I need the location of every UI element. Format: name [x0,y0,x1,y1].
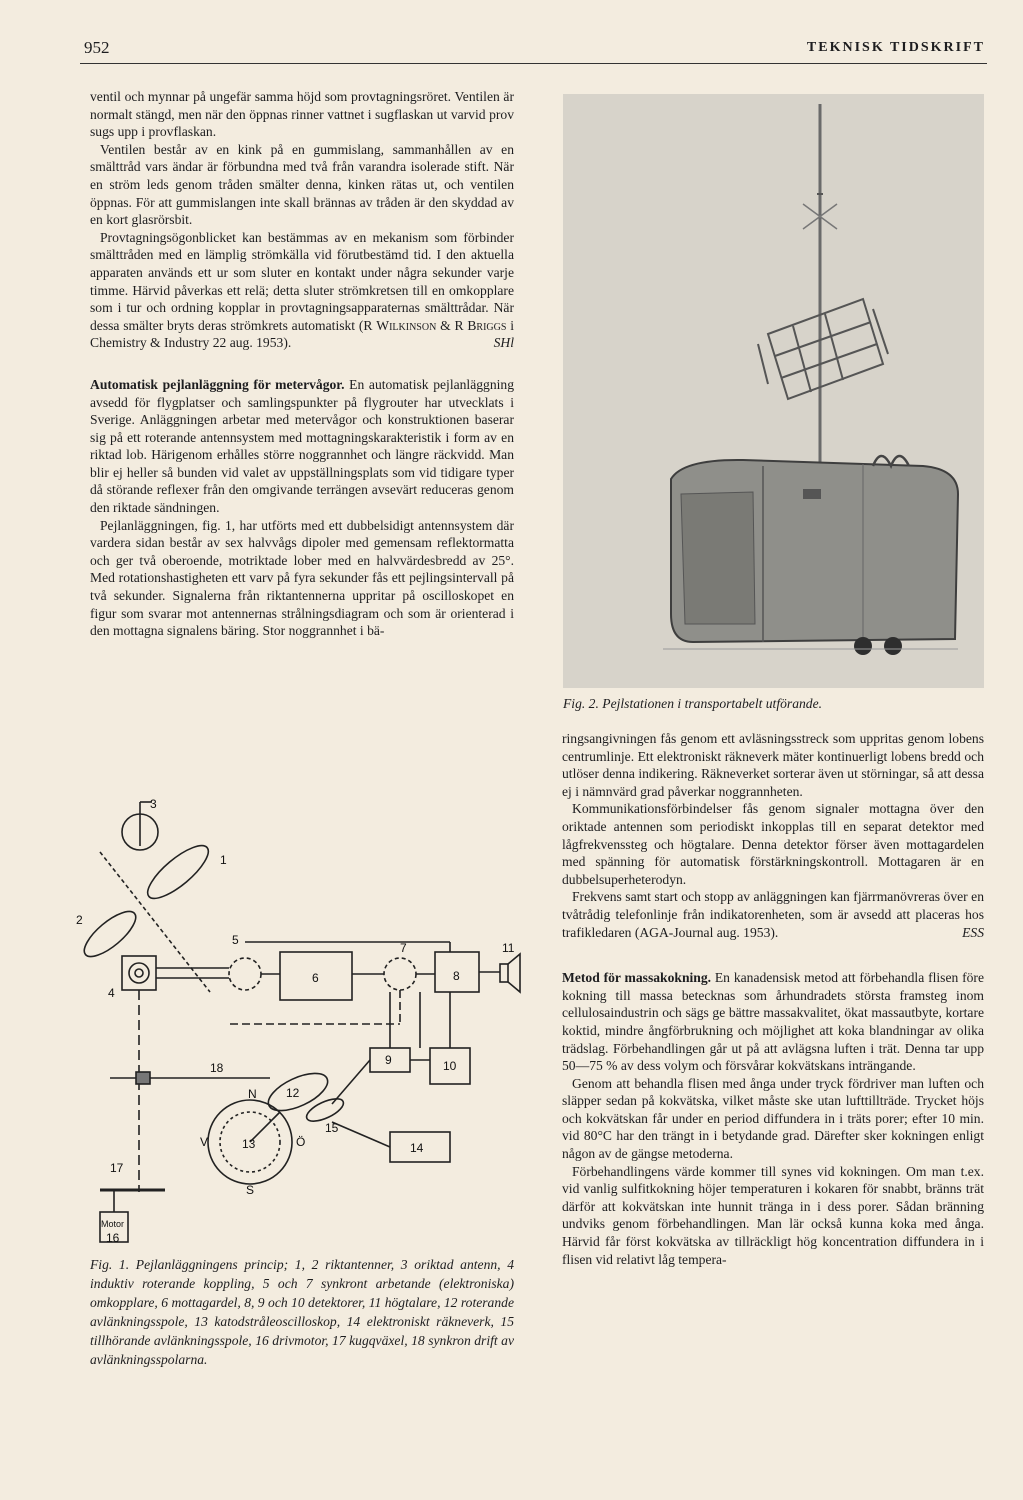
paragraph [562,969,984,1075]
label-14: 14 [410,1141,424,1155]
paragraph: Pejlanläggningen, fig. 1, har utförts med ett dubbelsidigt antennsystem där vardera sidan består av sex halvvågs dipoler med gemensam reflektormatta och ger två oberoende, motriktade lober med en halvvärdesbredd av 25°. Med rotationshastigheten ett varv på fyra sekunder fås ett pejlingsintervall på två sekunder. Signalerna från riktantennerna uppritar på oscilloskopet en figur som svarar mot antennernas strålningsdiagram och som är orienterad i den mottagna signalens bäring. Stor noggrannhet i bä- [90,517,514,639]
label-6: 6 [312,971,319,985]
compass-s: S [246,1183,255,1197]
figure-2-caption: Fig. 2. Pejlstationen i transportabelt utförande. [563,696,823,711]
section-heading: Metod för massakokning. [562,970,712,986]
label-10: 10 [443,1059,457,1073]
label-8: 8 [453,969,460,983]
label-16: 16 [106,1231,120,1245]
author-name: Briggs [467,317,507,333]
compass-o: Ö [296,1135,306,1149]
label-3: 3 [150,797,157,811]
compass-v: V [200,1135,209,1149]
paragraph: Genom att behandla flisen med ånga under tryck fördriver man luften och släpper sedan på kokvätska, vilket måste ske utan lufttillträde. Trycket höjs och kokvätskan får under en period diffundera in i träts porer; efter 10 min. vid 80°C har den trängt in i betydande grad. Därefter sker kokningen enligt någon av de gängse metoderna. [562,1075,984,1162]
label-4: 4 [108,986,115,1000]
author-signature: ESS [962,924,984,940]
figure-1-diagram [70,792,530,1252]
paragraph-text: Frekvens samt start och stopp av anläggningen kan fjärrmanövreras över en tvåtrådig telefonlinje från indikatorenheten, som är avsedd att placeras hos trafikledaren (AGA-Journal aug. 1953). [562,889,984,940]
label-15: 15 [325,1121,339,1135]
label-1: 1 [220,853,227,867]
paragraph: Ventilen består av en kink på en gummislang, sammanhållen av en smälttråd vars ändar är förbundna med två från varandra isolerade stift. När en ström leds genom tråden smälter denna, kinken rätas ut, och ventilen öppnas. För att gummislangen inte skall brännas av tråden är den skyddad av en kort glasrörsbit. [90,141,514,228]
label-12: 12 [286,1086,300,1100]
paragraph [90,229,514,352]
page-number: 952 [84,38,110,57]
paragraph: ventil och mynnar på ungefär samma höjd som provtagningsröret. Ventilen är normalt stängd, men när den öppnas rinner vattnet i sugflaskan ut varvid prov sugs upp i provflaskan. [90,89,514,140]
photo-direction-finding-station [563,94,984,688]
compass-n: N [248,1087,257,1101]
motor-label: Motor [101,1219,125,1229]
paragraph-text: & R [436,317,468,333]
label-11: 11 [502,941,515,955]
author-name: Wilkinson [376,317,437,333]
header-rule [80,63,987,64]
label-17: 17 [110,1161,124,1175]
diagram-labels [76,797,515,1245]
section-heading: Automatisk pejlanläggning för metervågor. [90,376,345,392]
paragraph-text: En kanadensisk metod att förbehandla flisen före kokning till massa betecknas som århundradets största framsteg inom cellulosaindustrin och sägs ge bättre massakvalitet, ökat massautbyte, kortare koktid, mindre ångförbrukning och möjlighet att koka blandningar av olika trädslag. Förbehandlingen går ut på att avlägsna luften i trät. Denna tar upp 50—75 % av dess volym och försvårar kokvätskans inträngande. [562,970,984,1074]
block-diagram [70,792,530,1252]
left-column [90,88,514,640]
right-column [562,730,984,1268]
paragraph: ringsangivningen fås genom ett avläsningsstreck som uppritas genom lobens centrumlinje. Ett elektroniskt räkneverk mäter kontinuerligt lobens bredd och utlöser denna indikering. Räkneverket sorterar även ut störningar, så att dessa ej i nämnvärd grad påverkar noggrannheten. [562,731,984,799]
label-2: 2 [76,913,83,927]
paragraph-text: i Chemistry & Industry 22 aug. 1953). [90,317,514,351]
paragraph-text: Provtagningsögonblicket kan bestämmas av en mekanism som förbinder smälttråden med en lämplig strömkälla vid förutbestämd tid. I den aktuella apparaten används ett ur som sluter en kontakt under några sekunder varje timme. Härvid påverkas ett relä; detta sluter strömkretsen till en omkopplare som i tur och ordning kopplar in provtagningsapparaternas smälttrådar. När dessa smälter bryts deras strömkrets automatiskt (R [90,229,514,333]
label-18: 18 [210,1061,224,1075]
author-signature: SHl [493,335,514,351]
label-13: 13 [242,1137,256,1151]
paragraph [562,888,984,941]
paragraph-text: En automatisk pejlanläggning avsedd för flygplatser och samlingspunkter på flygrouter har utvecklats i Sverige. Anläggningen arbetar med metervågor och konstruktionen baserar sig på ett roterande antennsystem med mottagningskarakteristik i form av en riktad lob. Härigenom erhålles större noggrannhet och längre räckvidd. Man blir ej heller så bunden vid valet av uppställningsplats som vid tidigare typer då störande reflexer från den omgivande terrängen avsevärt reduceras genom den riktade sändningen. [90,376,514,516]
figure-1-caption: Fig. 1. Pejlanläggningens princip; 1, 2 riktantenner, 3 oriktad antenn, 4 induktiv roterande koppling, 5 och 7 synkront arbetande (elektroniska) omkopplare, 6 mottagardel, 8, 9 och 10 detektorer, 11 högtalare, 12 roterande avlänkningsspole, 13 katodstråleoscilloskop, 14 elektroniskt räkneverk, 15 tillhörande avlänkningsspole, 16 drivmotor, 17 kugqväxel, 18 synkron drift av avlänkningsspolarna. [90,1257,514,1367]
journal-title: TEKNISK TIDSKRIFT [806,40,985,55]
label-5: 5 [232,933,239,947]
station-illustration [563,94,984,688]
paragraph: Förbehandlingens värde kommer till synes vid kokningen. Om man t.ex. vid vanlig sulfitkokning höjer temperaturen i kokaren för snabbt, bränns trät därför att kokvätskan inte hunnit tränga in i dess porer. Sådan bränning undviks genom förbehandlingen. Man lär också kunna koka med ånga. Härvid får först kokvätska av tillräckligt hög koncentration diffundera in i flisen vid relativt låg tempera- [562,1163,984,1267]
paragraph: Kommunikationsförbindelser fås genom signaler mottagna över den oriktade antennen som periodiskt inkopplas till en separat detektor med lågfrekvenssteg och högtalare. Denna detektor förser även mottagardelen med spänning för automatisk förstärkningskontroll. Mottagaren är en dubbelsuperheterodyn. [562,801,984,887]
label-9: 9 [385,1053,392,1067]
label-7: 7 [400,941,407,955]
paragraph [90,376,514,517]
